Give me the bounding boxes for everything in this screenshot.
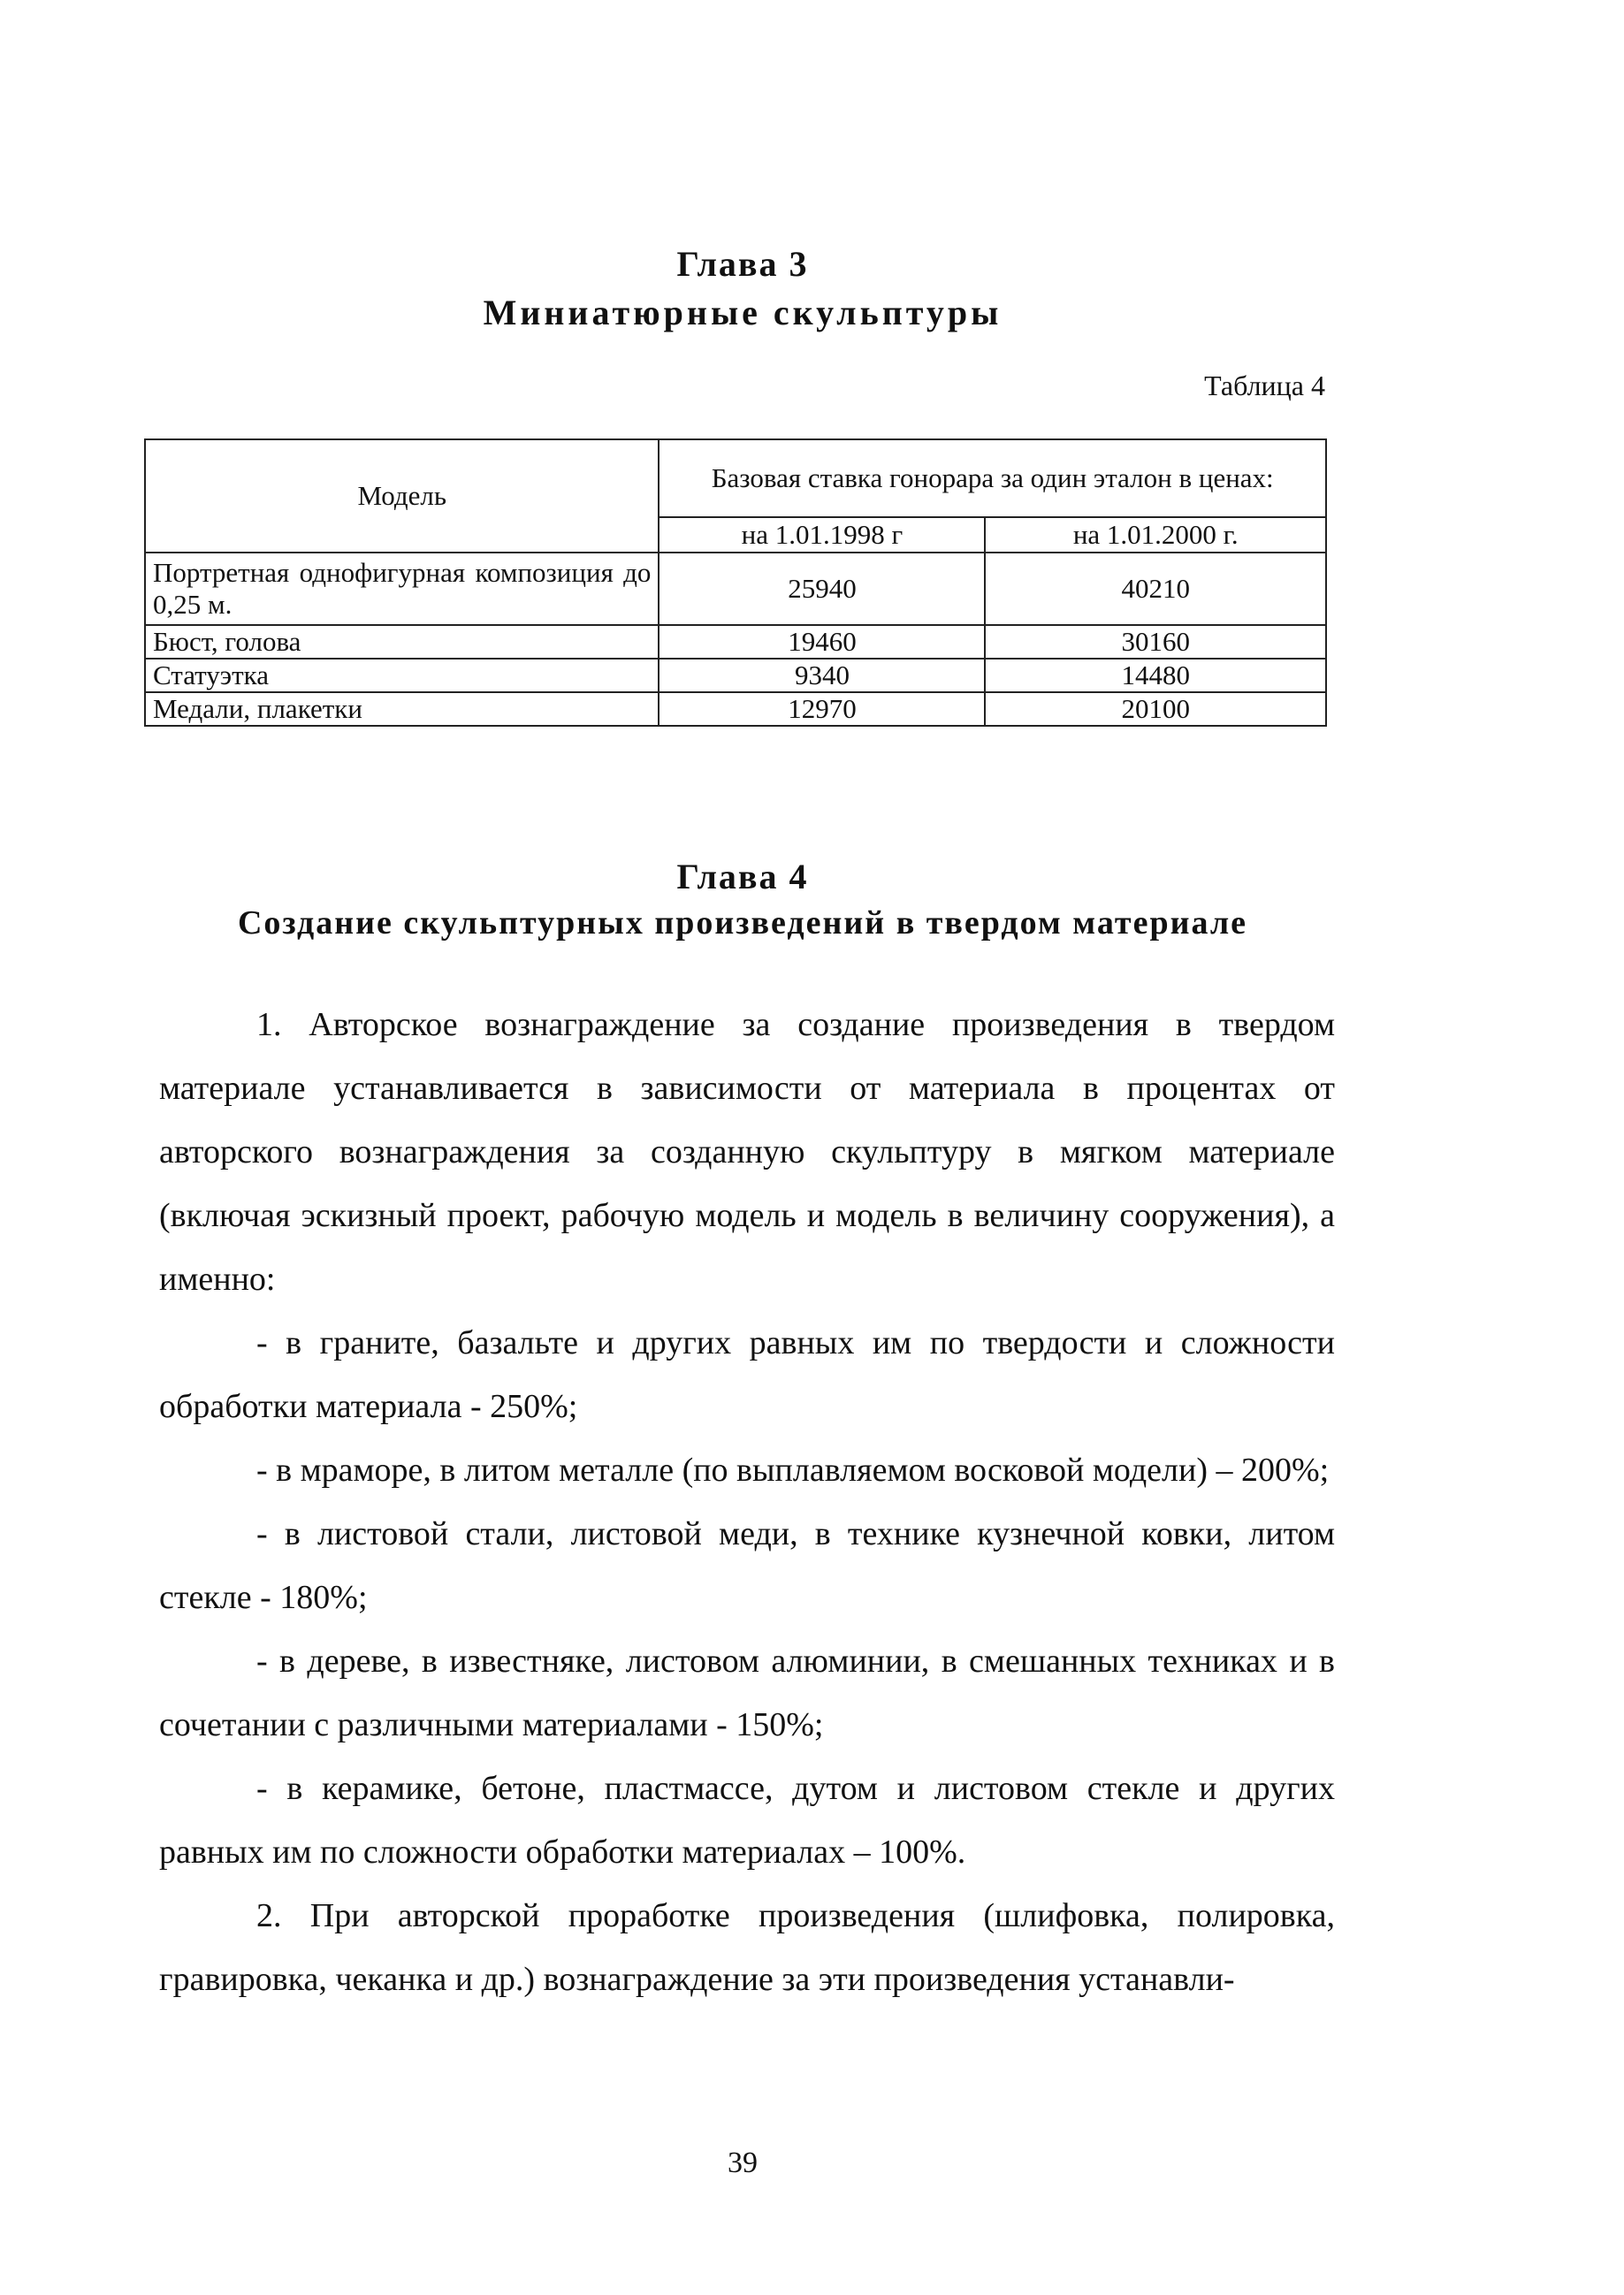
chapter-3-subtitle: Миниатюрные скульптуры (483, 293, 1003, 332)
paragraph: 1. Авторское вознаграждение за создание произведения в твердом материале устанавливается в зависимости от материала в процентах от авторского вознаграждения за созданную скульптуру в мягком материале (включая эскизный проект, рабочую модель и модель в величину сооружения), а именно: (159, 1006, 1335, 1298)
row-value-1998: 25940 (659, 553, 985, 625)
list-item: - в граните, базальте и других равных им по твердости и сложности обработки материала - 250%; (159, 1324, 1335, 1425)
row-value-2000: 40210 (985, 553, 1326, 625)
list-item: - в дереве, в известняке, листовом алюминии, в смешанных техниках и в сочетании с различными материалами - 150%; (159, 1643, 1335, 1743)
list-item: - в листовой стали, листовой меди, в технике кузнечной ковки, литом стекле - 180%; (159, 1515, 1335, 1616)
paragraph: 2. При авторской проработке произведения (шлифовка, полировка, гравировка, чеканка и др.) вознаграждение за эти произведения устанавли- (159, 1897, 1335, 1998)
chapter-4-title: Глава 4 (676, 857, 809, 896)
table-caption: Таблица 4 (1204, 370, 1325, 401)
table-header-row (145, 439, 1326, 517)
row-model: Бюст, голова (145, 625, 659, 659)
row-value-1998: 9340 (659, 659, 985, 692)
row-model: Медали, плакетки (145, 692, 659, 726)
table-row (145, 692, 1326, 726)
row-model: Статуэтка (145, 659, 659, 692)
list-item: - в мраморе, в литом металле (по выплавляемом восковой модели) – 200%; (256, 1452, 1330, 1489)
page-number: 39 (728, 2146, 758, 2179)
list-item: - в керамике, бетоне, пластмассе, дутом и листовом стекле и других равных им по сложности обработки материалах – 100%. (159, 1770, 1335, 1871)
table-row (145, 659, 1326, 692)
row-value-2000: 30160 (985, 625, 1326, 659)
chapter-3-title: Глава 3 (676, 244, 809, 284)
row-value-1998: 19460 (659, 625, 985, 659)
header-group: Базовая ставка гонорара за один эталон в ценах: (659, 439, 1326, 517)
table-row (145, 625, 1326, 659)
header-col-1998: на 1.01.1998 г (659, 517, 985, 553)
fee-table (144, 438, 1327, 727)
row-value-1998: 12970 (659, 692, 985, 726)
row-model: Портретная однофигурная композиция до 0,25 м. (145, 553, 659, 625)
header-col-2000: на 1.01.2000 г. (985, 517, 1326, 553)
body-text (159, 993, 1335, 2011)
table-row (145, 553, 1326, 625)
row-value-2000: 14480 (985, 659, 1326, 692)
row-value-2000: 20100 (985, 692, 1326, 726)
chapter-4-subtitle: Создание скульптурных произведений в твердом материале (237, 904, 1247, 942)
header-model: Модель (145, 439, 659, 553)
